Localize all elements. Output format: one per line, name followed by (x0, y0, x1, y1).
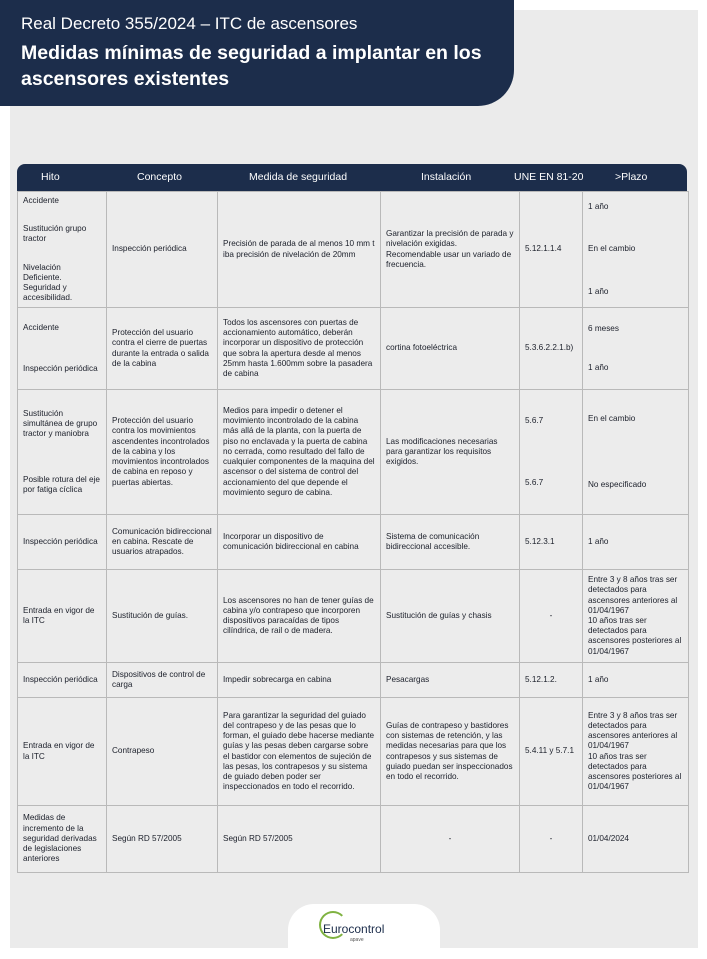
safety-table (17, 164, 687, 873)
cell-instalacion: Garantizar la precisión de parada y nivelación exigidas. Recomendable usar un variado de frecuencia. (381, 192, 520, 308)
cell-plazo: 6 meses 1 año (583, 308, 689, 390)
cell-instalacion: Sustitución de guías y chasis (381, 570, 520, 663)
table-row (18, 698, 689, 806)
cell-une: 5.12.1.2. (520, 663, 583, 698)
cell-hito: Inspección periódica (18, 663, 107, 698)
col-header-medida: Medida de seguridad (249, 171, 348, 183)
header-subtitle: Real Decreto 355/2024 – ITC de ascensores (21, 14, 358, 33)
cell-une: 5.12.3.1 (520, 515, 583, 570)
cell-une: 5.4.11 y 5.7.1 (520, 698, 583, 806)
table-row (18, 515, 689, 570)
cell-concepto: Inspección periódica (107, 192, 218, 308)
table-row (18, 570, 689, 663)
cell-medida: Para garantizar la seguridad del guiado del contrapeso y de las pesas que lo forman, el guiado debe hacerse mediante guías y las pesas deben cargarse sobre el bastidor con elementos de sujeción de las pesas, los contrapesos y su sistema de guiado deben poder ser inspeccionados en todo el recorrido. (218, 698, 381, 806)
cell-plazo: Entre 3 y 8 años tras ser detectados para ascensores anteriores al 01/04/1967 10 años tras ser detectados para ascensores posteriores al 01/04/1967 (583, 570, 689, 663)
cell-hito: Entrada en vigor de la ITC (18, 698, 107, 806)
cell-instalacion: Las modificaciones necesarias para garantizar los requisitos exigidos. (381, 390, 520, 515)
cell-medida: Según RD 57/2005 (218, 806, 381, 873)
cell-medida: Medios para impedir o detener el movimiento incontrolado de la cabina más allá de la planta, con la puerta de piso no enclavada y la puerta de cabina no cerrada, como resultado del fallo de cualquier componentes de la maquina del ascensor o del sistema de control del accionamiento del que depende el movimiento seguro de cabina. (218, 390, 381, 515)
cell-plazo: 1 año (583, 515, 689, 570)
cell-medida: Los ascensores no han de tener guías de cabina y/o contrapeso que incorporen dispositivos paracaídas de tipos cilíndrica, de rail o de madera. (218, 570, 381, 663)
cell-une: 5.6.7 5.6.7 (520, 390, 583, 515)
cell-hito: Entrada en vigor de la ITC (18, 570, 107, 663)
cell-concepto: Según RD 57/2005 (107, 806, 218, 873)
cell-hito: Accidente Inspección periódica (18, 308, 107, 390)
cell-concepto: Sustitución de guías. (107, 570, 218, 663)
col-header-hito: Hito (41, 171, 60, 183)
cell-medida: Incorporar un dispositivo de comunicación bidireccional en cabina (218, 515, 381, 570)
cell-plazo: Entre 3 y 8 años tras ser detectados para ascensores anteriores al 01/04/1967 10 años tras ser detectados para ascensores posteriores al 01/04/1967 (583, 698, 689, 806)
cell-une: - (520, 570, 583, 663)
col-header-concepto: Concepto (137, 171, 182, 183)
cell-plazo: 1 año En el cambio 1 año (583, 192, 689, 308)
col-header-instalacion: Instalación (421, 171, 472, 183)
table-body (17, 191, 689, 873)
cell-hito: Sustitución simultánea de grupo tractor y maniobra Posible rotura del eje por fatiga cíclica (18, 390, 107, 515)
cell-medida: Todos los ascensores con puertas de accionamiento automático, deberán incorporar un dispositivo de protección que sobra la apertura desde al menos 25mm hasta 1.600mm sobre la pasadera de cabina (218, 308, 381, 390)
cell-concepto: Dispositivos de control de carga (107, 663, 218, 698)
footer-tab (288, 904, 440, 950)
cell-concepto: Protección del usuario contra el cierre de puertas durante la entrada o salida de la cabina (107, 308, 218, 390)
cell-plazo: En el cambio No especificado (583, 390, 689, 515)
page-title: Medidas mínimas de seguridad a implantar en los ascensores existentes (21, 42, 482, 90)
cell-une: - (520, 806, 583, 873)
cell-instalacion: - (381, 806, 520, 873)
cell-concepto: Protección del usuario contra los movimientos ascendentes incontrolados de la cabina y los movimientos incontrolados de cabina en reposo y puertas abiertas. (107, 390, 218, 515)
table-row (18, 308, 689, 390)
table-row (18, 806, 689, 873)
cell-medida: Impedir sobrecarga en cabina (218, 663, 381, 698)
cell-concepto: Comunicación bidireccional en cabina. Rescate de usuarios atrapados. (107, 515, 218, 570)
logo-subtext: apave (350, 937, 364, 943)
col-header-une: UNE EN 81-20 (514, 171, 584, 183)
cell-instalacion: cortina fotoeléctrica (381, 308, 520, 390)
cell-concepto: Contrapeso (107, 698, 218, 806)
cell-hito: Inspección periódica (18, 515, 107, 570)
cell-une: 5.3.6.2.2.1.b) (520, 308, 583, 390)
cell-hito: Medidas de incremento de la seguridad derivadas de legislaciones anteriores (18, 806, 107, 873)
table-row (18, 390, 689, 515)
table-row (18, 192, 689, 308)
table-header (17, 164, 687, 191)
cell-medida: Precisión de parada de al menos 10 mm t iba precisión de nivelación de 20mm (218, 192, 381, 308)
cell-plazo: 1 año (583, 663, 689, 698)
logo-text: Eurocontrol (323, 922, 385, 936)
cell-instalacion: Sistema de comunicación bidireccional accesible. (381, 515, 520, 570)
page-header (0, 0, 514, 106)
cell-une: 5.12.1.1.4 (520, 192, 583, 308)
col-header-plazo: >Plazo (615, 171, 648, 183)
cell-hito: Accidente Sustitución grupo tractor Nivelación Deficiente. Seguridad y accesibilidad. (18, 192, 107, 308)
cell-instalacion: Pesacargas (381, 663, 520, 698)
table-row (18, 663, 689, 698)
cell-plazo: 01/04/2024 (583, 806, 689, 873)
cell-instalacion: Guías de contrapeso y bastidores con sistemas de retención, y las medidas necesarias para que los contrapesos y sus sistemas de guiado puedan ser inspeccionados en todo el recorrido. (381, 698, 520, 806)
